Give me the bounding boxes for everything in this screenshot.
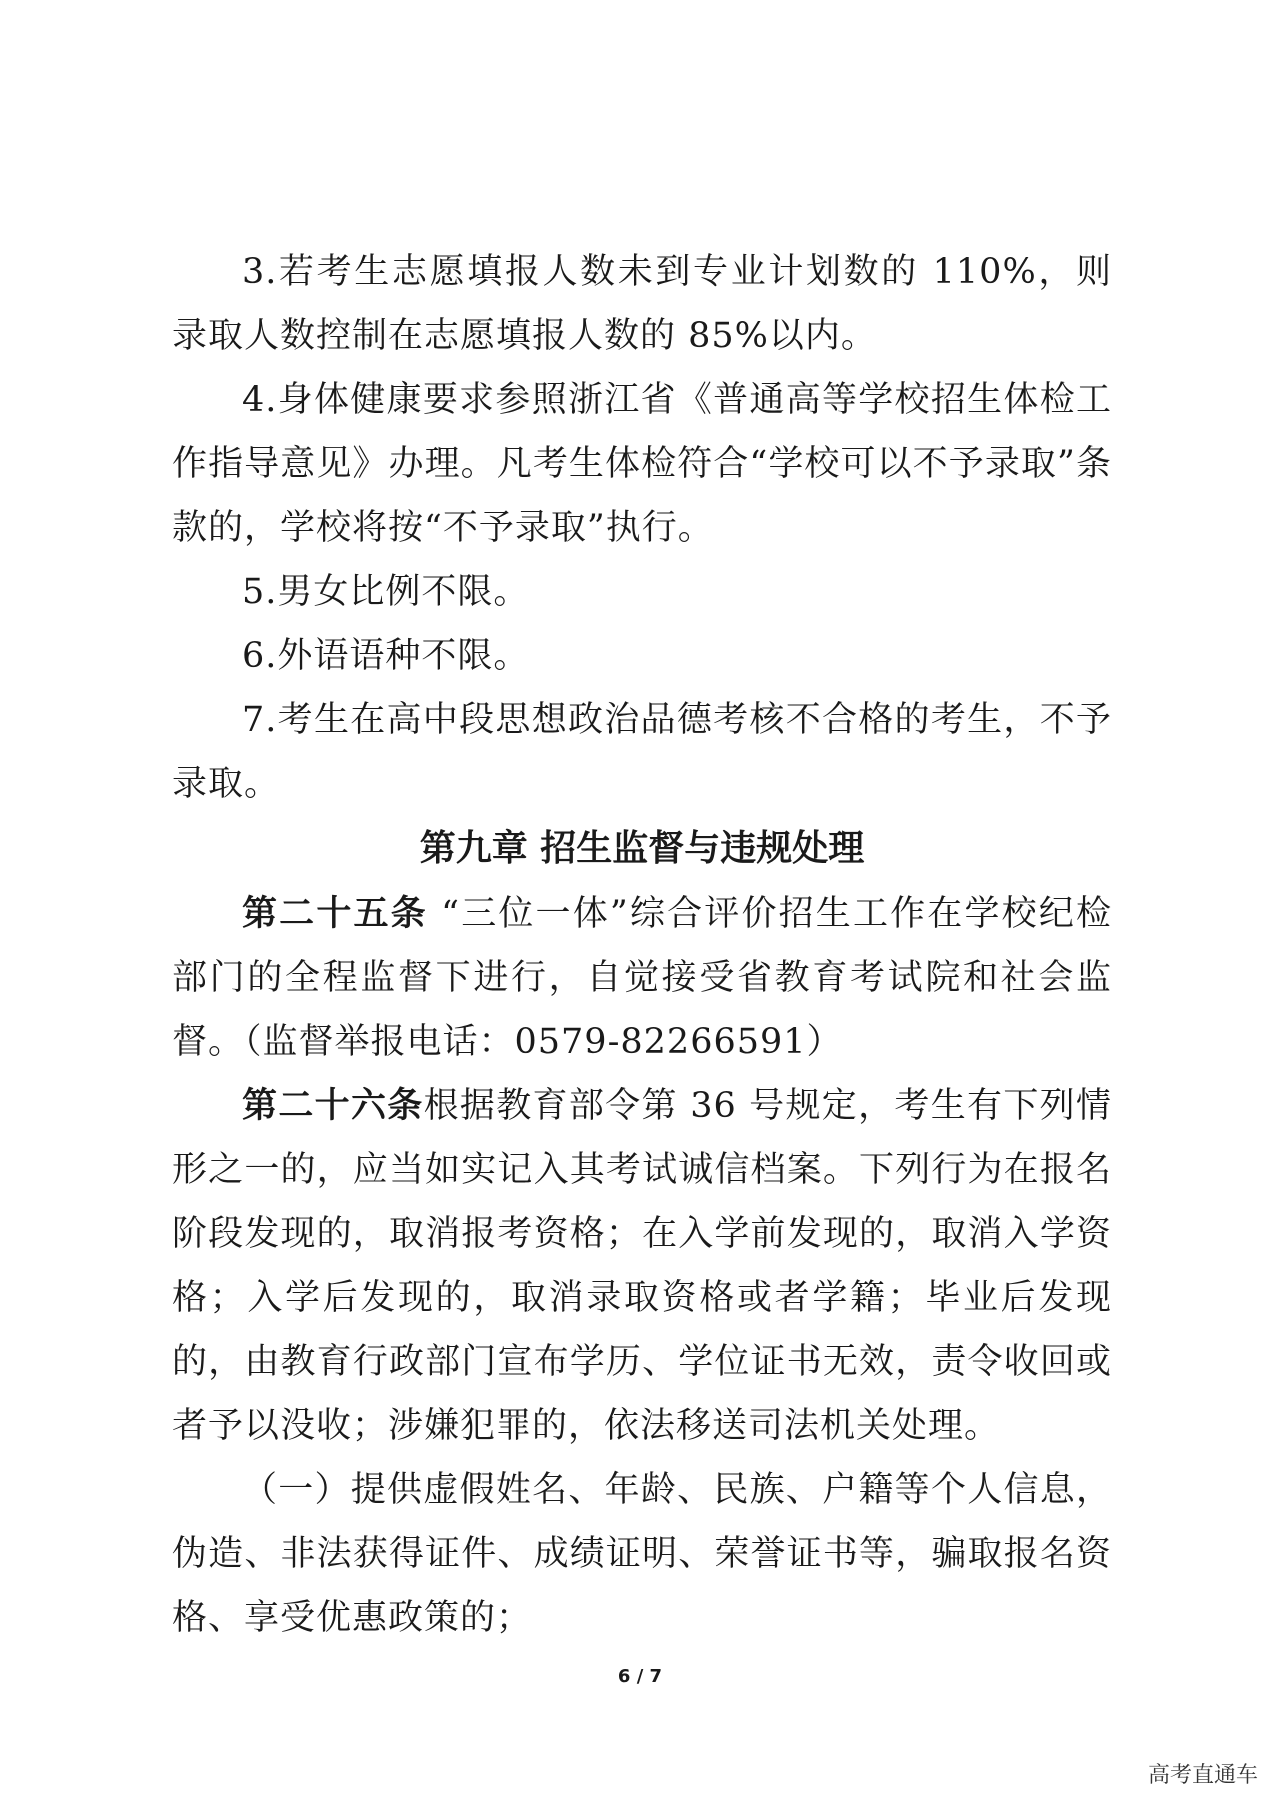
item-6: 6.外语语种不限。: [242, 636, 530, 676]
item-7: 7.考生在高中段思想政治品德考核不合格的考生，不予录取。: [172, 700, 1112, 804]
article-26-label: 第二十六条: [242, 1085, 424, 1126]
item-5: 5.男女比例不限。: [242, 572, 530, 612]
item-3: 3.若考生志愿填报人数未到专业计划数的 110%，则录取人数控制在志愿填报人数的 85%以内。: [172, 252, 1112, 356]
article-26-text: 根据教育部令第 36 号规定，考生有下列情形之一的，应当如实记入其考试诚信档案。下列行为在报名阶段发现的，取消报考资格；在入学前发现的，取消入学资格；入学后发现的，取消录取资格或者学籍；毕业后发现的，由教育行政部门宣布学历、学位证书无效，责令收回或者予以没收；涉嫌犯罪的，依法移送司法机关处理。: [172, 1086, 1112, 1446]
article-26: [172, 1074, 1112, 1458]
article-25-text: “三位一体”综合评价招生工作在学校纪检部门的全程监督下进行，自觉接受省教育考试院和社会监督。（监督举报电话：0579-82266591）: [172, 894, 1112, 1062]
clause-1: （一）提供虚假姓名、年龄、民族、户籍等个人信息，伪造、非法获得证件、成绩证明、荣誉证书等，骗取报名资格、享受优惠政策的；: [172, 1470, 1112, 1638]
article-25: [172, 882, 1112, 1074]
item-4: 4.身体健康要求参照浙江省《普通高等学校招生体检工作指导意见》办理。凡考生体检符合“学校可以不予录取”条款的，学校将按“不予录取”执行。: [172, 380, 1112, 548]
chapter-heading: 第九章 招生监督与违规处理: [419, 828, 865, 869]
page-content: [172, 240, 1112, 1650]
page-number: 6 / 7: [617, 1666, 663, 1687]
watermark: 高考直通车: [1147, 1763, 1258, 1788]
article-25-label: 第二十五条: [242, 893, 428, 934]
